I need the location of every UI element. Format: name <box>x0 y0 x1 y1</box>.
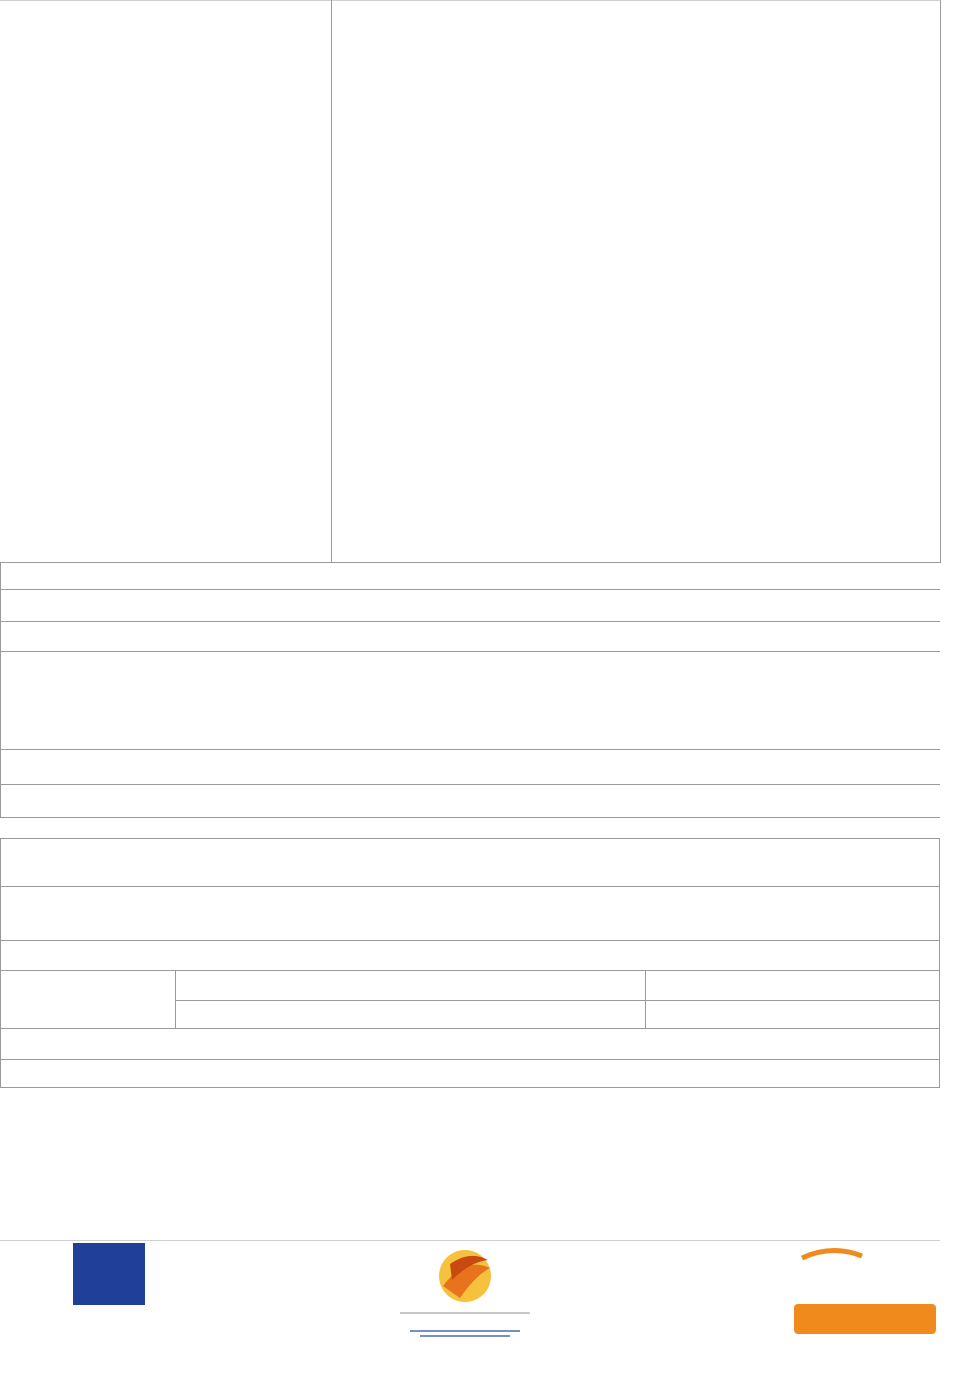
section-10-table <box>0 838 940 1088</box>
description-divider <box>331 0 332 562</box>
divider <box>0 1028 940 1029</box>
espa-logo <box>792 1244 938 1344</box>
section-7-table <box>0 562 940 818</box>
divider <box>0 1059 940 1060</box>
divider <box>0 621 940 622</box>
footer-divider <box>0 1240 940 1241</box>
divider <box>645 970 646 1028</box>
divider <box>0 886 940 887</box>
digital-greece-logo <box>380 1246 550 1341</box>
divider <box>175 1000 940 1001</box>
description-frame <box>0 0 941 563</box>
divider <box>0 940 940 941</box>
divider <box>175 970 176 1028</box>
divider <box>0 784 940 785</box>
eu-flag-icon <box>73 1243 145 1305</box>
divider <box>0 651 940 652</box>
divider <box>0 749 940 750</box>
divider <box>0 970 940 971</box>
divider <box>0 589 940 590</box>
